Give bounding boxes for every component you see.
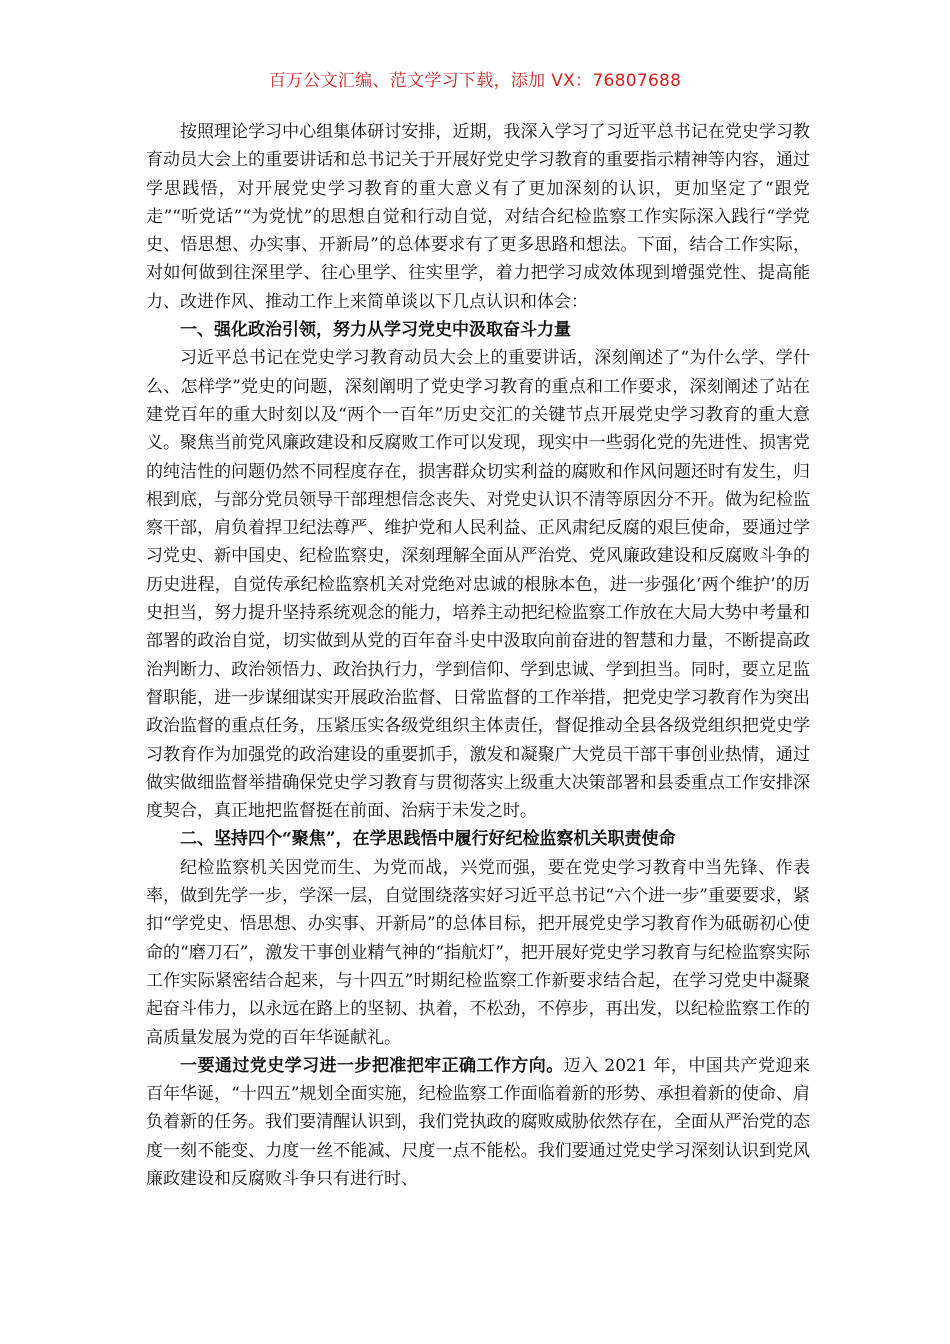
- document-body: [146, 118, 810, 1193]
- intro-paragraph: 按照理论学习中心组集体研讨安排，近期，我深入学习了习近平总书记在党史学习教育动员大会上的重要讲话和总书记关于开展好党史学习教育的重要指示精神等内容，通过学思践悟，对开展党史学习教育的重大意义有了更加深刻的认识，更加坚定了“跟党走”“听党话”“为党忧”的思想自觉和行动自觉，对结合纪检监察工作实际深入践行“学党史、悟思想、办实事、开新局”的总体要求有了更多思路和想法。下面，结合工作实际，对如何做到往深里学、往心里学、往实里学，着力把学习成效体现到增强党性、提高能力、改进作风、推动工作上来简单谈以下几点认识和体会：: [146, 122, 810, 312]
- section-1-heading: 一、强化政治引领，努力从学习党史中汲取奋斗力量: [180, 320, 571, 341]
- section-1-paragraph: 习近平总书记在党史学习教育动员大会上的重要讲话，深刻阐述了“为什么学、学什么、怎样学”党史的问题，深刻阐明了党史学习教育的重点和工作要求，深刻阐述了站在建党百年的重大时刻以及“两个一百年”历史交汇的关键节点开展党史学习教育的重大意义。聚焦当前党风廉政建设和反腐败工作可以发现，现实中一些弱化党的先进性、损害党的纯洁性的问题仍然不同程度存在，损害群众切实利益的腐败和作风问题还时有发生，归根到底，与部分党员领导干部理想信念丧失、对党史认识不清等原因分不开。做为纪检监察干部，肩负着捍卫纪法尊严、维护党和人民利益、正风肃纪反腐的艰巨使命，要通过学习党史、新中国史、纪检监察史，深刻理解全面从严治党、党风廉政建设和反腐败斗争的历史进程，自觉传承纪检监察机关对党绝对忠诚的根脉本色，进一步强化‘两个维护’的历史担当，努力提升坚持系统观念的能力，培养主动把纪检监察工作放在大局大势中考量和部署的政治自觉，切实做到从党的百年奋斗史中汲取向前奋进的智慧和力量，不断提高政治判断力、政治领悟力、政治执行力，学到信仰、学到忠诚、学到担当。同时，要立足监督职能，进一步谋细谋实开展政治监督、日常监督的工作举措，把党史学习教育作为突出政治监督的重点任务，压紧压实各级党组织主体责任，督促推动全县各级党组织把党史学习教育作为加强党的政治建设的重要抓手，激发和凝聚广大党员干部干事创业热情，通过做实做细监督举措确保党史学习教育与贯彻落实上级重大决策部署和县委重点工作安排深度契合，真正地把监督挺在前面、治病于未发之时。: [146, 348, 810, 822]
- section-2-paragraph: 纪检监察机关因党而生、为党而战，兴党而强，要在党史学习教育中当先锋、作表率，做到先学一步，学深一层，自觉围绕落实好习近平总书记“六个进一步”重要要求，紧扣“学党史、悟思想、办实事、开新局”的总体目标，把开展党史学习教育作为砥砺初心使命的“磨刀石”，激发干事创业精气神的“指航灯”，把开展好党史学习教育与纪检监察实际工作实际紧密结合起来，与十四五”时期纪检监察工作新要求结合起，在学习党史中凝聚起奋斗伟力，以永远在路上的坚韧、执着，不松劲，不停步，再出发，以纪检监察工作的高质量发展为党的百年华诞献礼。: [146, 857, 810, 1048]
- point-1-lead: 一要通过党史学习进一步把准把牢正确工作方向。: [180, 1055, 564, 1076]
- section-2-heading: 二、坚持四个“聚焦”，在学思践悟中履行好纪检监察机关职责使命: [180, 829, 676, 850]
- point-1-text: 迈入 2021 年，中国共产党迎来百年华诞，“十四五”规划全面实施，纪检监察工作面临着新的形势、承担着新的使命、肩负着新的任务。我们要清醒认识到，我们党执政的腐败威胁依然存在，全面从严治党的态度一刻不能变、力度一丝不能减、尺度一点不能松。我们要通过党史学习深刻认识到党风廉政建设和反腐败斗争只有进行时、: [146, 1055, 810, 1189]
- watermark-header: 百万公文汇编、范文学习下载，添加 VX：76807688: [268, 71, 682, 91]
- point-1-paragraph: [146, 1052, 810, 1193]
